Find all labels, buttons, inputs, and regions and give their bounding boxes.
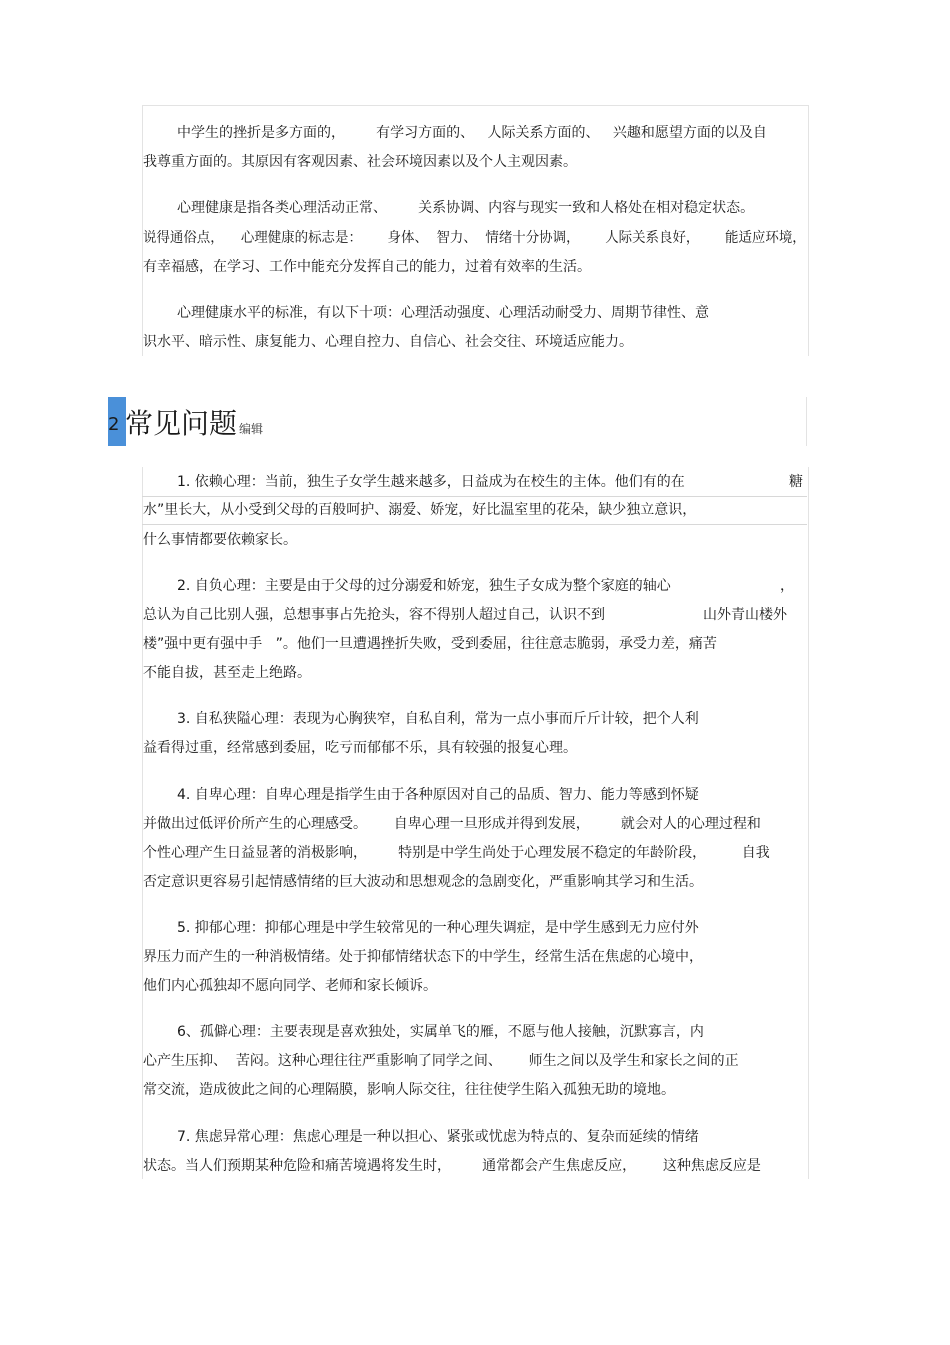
intro-p2-line1: 心理健康是指各类心理活动正常、 关系协调、内容与现实一致和人格处在相对稳定状态。 xyxy=(177,200,755,216)
item3-line1: 3. 自私狭隘心理：表现为心胸狭窄，自私自利，常为一点小事而斤斤计较，把个人利 xyxy=(177,711,699,727)
intro-p3-line2: 识水平、暗示性、康复能力、心理自控力、自信心、社会交往、环境适应能力。 xyxy=(143,334,633,350)
item6-line3: 常交流，造成彼此之间的心理隔膜，影响人际交往，往往使学生陷入孤独无助的境地。 xyxy=(143,1082,675,1098)
section-number: 2 xyxy=(108,414,120,435)
item3-line2: 益看得过重，经常感到委屈，吃亏而郁郁不乐，具有较强的报复心理。 xyxy=(143,740,577,756)
item1-line2: 水”里长大，从小受到父母的百般呵护、溺爱、娇宠，好比温室里的花朵，缺少独立意识， xyxy=(143,502,697,518)
item5-line3: 他们内心孤独却不愿向同学、老师和家长倾诉。 xyxy=(143,978,437,994)
intro-p1-line1: 中学生的挫折是多方面的， 有学习方面的、 人际关系方面的、 兴趣和愿望方面的以及自 xyxy=(177,125,767,141)
item2-line1: 2. 自负心理：主要是由于父母的过分溺爱和娇宠，独生子女成为整个家庭的轴心 xyxy=(177,578,671,594)
item2-line2-tail: 山外青山楼外 xyxy=(703,607,787,623)
item2-line4: 不能自拔，甚至走上绝路。 xyxy=(143,665,311,681)
item4-line4: 否定意识更容易引起情感情绪的巨大波动和思想观念的急剧变化，严重影响其学习和生活。 xyxy=(143,874,703,890)
item5-line2: 界压力而产生的一种消极情绪。处于抑郁情绪状态下的中学生，经常生活在焦虑的心境中， xyxy=(143,949,703,965)
intro-p2-line2: 说得通俗点， 心理健康的标志是： 身体、 智力、 情绪十分协调， 人际关系良好， 能适应环境， xyxy=(143,230,806,246)
intro-p2-line3: 有幸福感，在学习、工作中能充分发挥自己的能力，过着有效率的生活。 xyxy=(143,259,591,275)
row-divider xyxy=(142,524,807,525)
edit-link[interactable]: 编辑 xyxy=(239,422,264,436)
intro-p1-line2: 我尊重方面的。其原因有客观因素、社会环境因素以及个人主观因素。 xyxy=(143,154,577,170)
item1-line3: 什么事情都要依赖家长。 xyxy=(143,532,297,548)
section-title: 常见问题 xyxy=(125,407,238,440)
item4-line2: 并做出过低评价所产生的心理感受。 自卑心理一旦形成并得到发展， 就会对人的心理过程和 xyxy=(143,816,761,832)
heading-divider xyxy=(806,397,807,446)
item4-line3: 个性心理产生日益显著的消极影响， 特别是中学生尚处于心理发展不稳定的年龄阶段， 自我 xyxy=(143,845,770,861)
item2-line3: 楼”强中更有强中手 ”。他们一旦遭遇挫折失败，受到委屈，往往意志脆弱，承受力差，痛苦 xyxy=(143,636,717,652)
item2-line2: 总认为自己比别人强，总想事事占先抢头，容不得别人超过自己，认识不到 xyxy=(143,607,605,623)
item4-line1: 4. 自卑心理：自卑心理是指学生由于各种原因对自己的品质、智力、能力等感到怀疑 xyxy=(177,787,699,803)
item6-line1: 6、孤僻心理：主要表现是喜欢独处，实属单飞的雁，不愿与他人接触，沉默寡言，内 xyxy=(177,1024,704,1040)
item2-line1-tail: ， xyxy=(780,578,794,594)
item1-line1: 1. 依赖心理：当前，独生子女学生越来越多，日益成为在校生的主体。他们有的在 xyxy=(177,474,685,490)
item5-line1: 5. 抑郁心理：抑郁心理是中学生较常见的一种心理失调症，是中学生感到无力应付外 xyxy=(177,920,699,936)
item1-line1-tail: 糖 xyxy=(789,474,803,490)
intro-p3-line1: 心理健康水平的标准，有以下十项：心理活动强度、心理活动耐受力、周期节律性、意 xyxy=(177,305,709,321)
row-divider xyxy=(142,496,807,497)
item6-line2: 心产生压抑、 苦闷。这种心理往往严重影响了同学之间、 师生之间以及学生和家长之间的正 xyxy=(143,1053,739,1069)
item7-line2: 状态。当人们预期某种危险和痛苦境遇将发生时， 通常都会产生焦虑反应， 这种焦虑反应是 xyxy=(143,1158,761,1174)
item7-line1: 7. 焦虑异常心理：焦虑心理是一种以担心、紧张或忧虑为特点的、复杂而延续的情绪 xyxy=(177,1129,699,1145)
